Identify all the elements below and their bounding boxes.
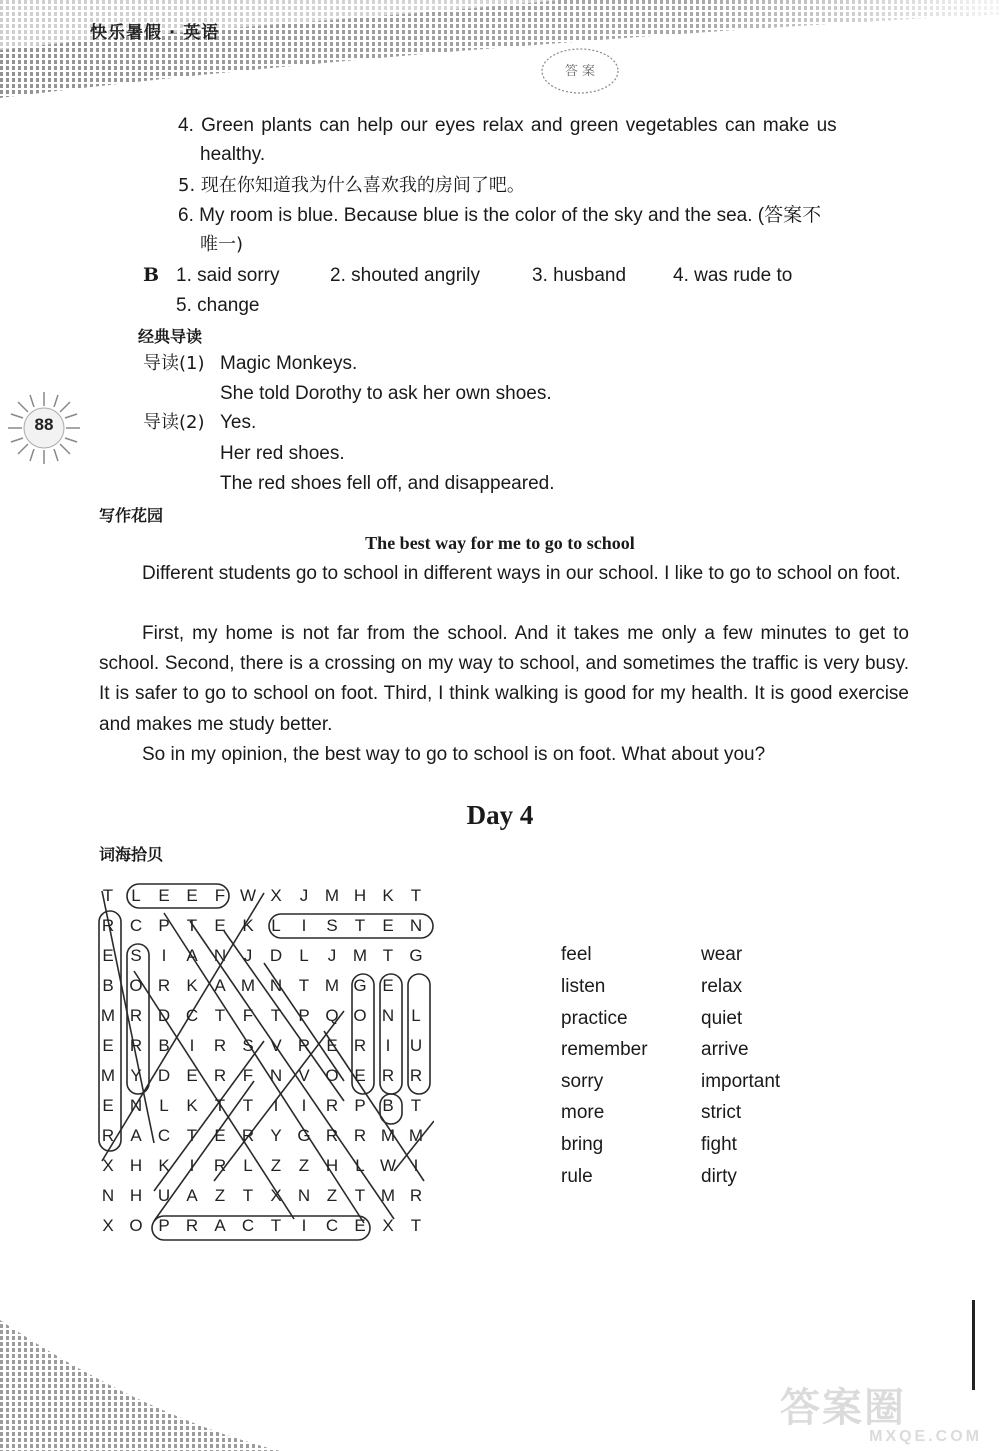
grid-cell: K bbox=[186, 1096, 198, 1115]
grid-cell: E bbox=[382, 916, 394, 935]
grid-row bbox=[94, 881, 434, 911]
grid-cell: I bbox=[385, 1036, 391, 1055]
word-list-item: listen bbox=[561, 976, 606, 997]
answer-6-line1: 6. My room is blue. Because blue is the color of the sky and the sea. (答案不 bbox=[178, 205, 822, 226]
b-item: 4. was rude to bbox=[673, 265, 793, 286]
answer-4-line1: 4. Green plants can help our eyes relax and green vegetables can make us bbox=[178, 115, 837, 136]
grid-cell: U bbox=[409, 1036, 423, 1055]
grid-cell: N bbox=[409, 916, 423, 935]
grid-cell: A bbox=[186, 1186, 198, 1205]
grid-cell: M bbox=[380, 1186, 396, 1205]
grid-cell: P bbox=[158, 1216, 170, 1235]
grid-cell: D bbox=[269, 946, 283, 965]
grid-cell: M bbox=[324, 886, 340, 905]
day-title: Day 4 bbox=[466, 800, 534, 830]
edge-bar bbox=[972, 1300, 975, 1390]
grid-cell: R bbox=[325, 1126, 339, 1145]
reading-2-line: The red shoes fell off, and disappeared. bbox=[220, 473, 555, 494]
grid-cell: T bbox=[410, 886, 422, 905]
header-band bbox=[0, 0, 1000, 100]
grid-cell: R bbox=[101, 1126, 115, 1145]
word-list-item: wear bbox=[701, 944, 743, 965]
grid-cell: C bbox=[157, 1126, 171, 1145]
grid-row bbox=[94, 971, 434, 1001]
grid-cell: S bbox=[242, 1036, 254, 1055]
grid-cell: K bbox=[158, 1156, 170, 1175]
grid-cell: P bbox=[158, 916, 170, 935]
grid-cell: R bbox=[353, 1126, 367, 1145]
grid-cell: M bbox=[380, 1126, 396, 1145]
grid-cell: Z bbox=[298, 1156, 310, 1175]
grid-cell: D bbox=[157, 1006, 171, 1025]
grid-cell: H bbox=[325, 1156, 339, 1175]
grid-cell: N bbox=[297, 1186, 311, 1205]
grid-cell: T bbox=[270, 1006, 282, 1025]
grid-cell: F bbox=[242, 1066, 254, 1085]
grid-row bbox=[94, 1151, 434, 1181]
grid-cell: A bbox=[214, 1216, 226, 1235]
grid-cell: R bbox=[381, 1066, 395, 1085]
grid-cell: A bbox=[186, 946, 198, 965]
word-list-item: dirty bbox=[701, 1166, 737, 1187]
grid-cell: R bbox=[101, 916, 115, 935]
grid-cell: Z bbox=[270, 1156, 282, 1175]
grid-cell: P bbox=[298, 1006, 310, 1025]
word-list-item: quiet bbox=[701, 1008, 743, 1029]
grid-cell: T bbox=[354, 916, 366, 935]
b-item: 1. said sorry bbox=[176, 265, 280, 286]
grid-cell: N bbox=[129, 1096, 143, 1115]
grid-cell: X bbox=[270, 1186, 282, 1205]
watermark-logo bbox=[780, 1385, 990, 1448]
grid-cell: N bbox=[269, 1066, 283, 1085]
grid-cell: E bbox=[102, 946, 114, 965]
grid-cell: I bbox=[413, 1156, 419, 1175]
grid-cell: M bbox=[408, 1126, 424, 1145]
grid-cell: N bbox=[101, 1186, 115, 1205]
grid-row bbox=[94, 1181, 434, 1211]
word-list-item: fight bbox=[701, 1134, 737, 1155]
grid-cell: T bbox=[410, 1096, 422, 1115]
grid-cell: N bbox=[381, 1006, 395, 1025]
grid-cell: E bbox=[186, 886, 198, 905]
grid-cell: O bbox=[129, 976, 143, 995]
answer-5: 5. 现在你知道我为什么喜欢我的房间了吧。 bbox=[178, 175, 525, 196]
word-list-item: remember bbox=[561, 1039, 648, 1060]
grid-cell: T bbox=[102, 886, 114, 905]
grid-cell: U bbox=[157, 1186, 171, 1205]
reading-2-line: Her red shoes. bbox=[220, 443, 345, 464]
grid-cell: E bbox=[158, 886, 170, 905]
grid-cell: W bbox=[379, 1156, 397, 1175]
word-list-item: arrive bbox=[701, 1039, 749, 1060]
word-list-item: rule bbox=[561, 1166, 593, 1187]
grid-cell: F bbox=[242, 1006, 254, 1025]
grid-cell: T bbox=[382, 946, 394, 965]
reading-1-line: She told Dorothy to ask her own shoes. bbox=[220, 383, 552, 404]
grid-cell: Y bbox=[270, 1126, 282, 1145]
word-list-item: strict bbox=[701, 1102, 742, 1123]
grid-cell: K bbox=[186, 976, 198, 995]
grid-cell: I bbox=[161, 946, 167, 965]
grid-cell: R bbox=[213, 1066, 227, 1085]
grid-cell: B bbox=[382, 1096, 394, 1115]
answer-6-line2: 唯一) bbox=[200, 234, 244, 255]
grid-cell: M bbox=[100, 1006, 116, 1025]
grid-cell: N bbox=[213, 946, 227, 965]
grid-cell: E bbox=[326, 1036, 338, 1055]
grid-cell: G bbox=[353, 976, 367, 995]
grid-cell: T bbox=[354, 1186, 366, 1205]
essay-paragraph: First, my home is not far from the school. And it takes me only a few minutes to get to school. Second, there is a crossing on my way to school, and sometimes the traffic is very busy. It is safer to go to school on foot. Third, I think walking is good for my health. It is good exercise and makes me study better. bbox=[99, 623, 909, 735]
page-number-badge bbox=[4, 388, 84, 468]
word-list-item: important bbox=[701, 1071, 781, 1092]
part-b-label: B bbox=[143, 264, 160, 286]
word-search-heading: 词海拾贝 bbox=[99, 845, 164, 864]
grid-cell: L bbox=[355, 1156, 365, 1175]
grid-cell: E bbox=[102, 1036, 114, 1055]
grid-cell: W bbox=[239, 886, 257, 905]
grid-cell: L bbox=[271, 916, 281, 935]
grid-cell: D bbox=[157, 1066, 171, 1085]
word-search-grid bbox=[94, 881, 434, 1243]
word-list-item: feel bbox=[561, 944, 592, 965]
grid-cell: E bbox=[214, 1126, 226, 1145]
header-pattern bbox=[0, 0, 1000, 100]
grid-row bbox=[94, 1061, 434, 1091]
grid-cell: X bbox=[382, 1216, 394, 1235]
word-list-item: more bbox=[561, 1102, 605, 1123]
grid-cell: M bbox=[240, 976, 256, 995]
grid-cell: R bbox=[353, 1036, 367, 1055]
page-number: 88 bbox=[34, 415, 54, 434]
grid-cell: Z bbox=[214, 1186, 226, 1205]
grid-cell: H bbox=[129, 1156, 143, 1175]
grid-cell: L bbox=[159, 1096, 169, 1115]
grid-cell: E bbox=[102, 1096, 114, 1115]
essay-paragraph: Different students go to school in different ways in our school. I like to go to school on foot. bbox=[142, 563, 901, 584]
grid-cell: L bbox=[243, 1156, 253, 1175]
header-title: 快乐暑假 · 英语 bbox=[90, 23, 220, 43]
word-list-item: sorry bbox=[561, 1071, 604, 1092]
grid-cell: R bbox=[409, 1066, 423, 1085]
grid-cell: O bbox=[129, 1216, 143, 1235]
grid-cell: R bbox=[213, 1156, 227, 1175]
grid-cell: R bbox=[129, 1036, 143, 1055]
grid-cell: I bbox=[301, 1216, 307, 1235]
grid-cell: L bbox=[131, 886, 141, 905]
grid-cell: K bbox=[382, 886, 394, 905]
grid-cell: A bbox=[214, 976, 226, 995]
grid-cell: R bbox=[157, 976, 171, 995]
reading-1-line: Magic Monkeys. bbox=[220, 353, 358, 374]
grid-cell: T bbox=[242, 1186, 254, 1205]
grid-cell: E bbox=[186, 1066, 198, 1085]
grid-cell: V bbox=[298, 1066, 310, 1085]
grid-cell: V bbox=[270, 1036, 282, 1055]
grid-cell: S bbox=[130, 946, 142, 965]
grid-cell: R bbox=[241, 1126, 255, 1145]
reading-2-label: 导读(2) bbox=[143, 412, 205, 433]
grid-cell: C bbox=[325, 1216, 339, 1235]
grid-cell: G bbox=[409, 946, 423, 965]
grid-cell: I bbox=[189, 1036, 195, 1055]
grid-cell: I bbox=[189, 1156, 195, 1175]
grid-cell: T bbox=[298, 976, 310, 995]
grid-row bbox=[94, 1211, 434, 1241]
grid-cell: R bbox=[297, 1036, 311, 1055]
grid-cell: B bbox=[158, 1036, 170, 1055]
grid-cell: H bbox=[353, 886, 367, 905]
grid-cell: C bbox=[241, 1216, 255, 1235]
grid-cell: T bbox=[242, 1096, 254, 1115]
grid-cell: B bbox=[102, 976, 114, 995]
grid-cell: M bbox=[324, 976, 340, 995]
essay-title: The best way for me to go to school bbox=[365, 533, 635, 553]
grid-cell: R bbox=[185, 1216, 199, 1235]
answer-4-line2: healthy. bbox=[200, 144, 266, 165]
grid-cell: E bbox=[382, 976, 394, 995]
grid-cell: J bbox=[327, 946, 337, 965]
grid-cell: P bbox=[354, 1096, 366, 1115]
grid-cell: X bbox=[102, 1216, 114, 1235]
watermark-sub: MXQE.COM bbox=[869, 1428, 982, 1445]
grid-cell: E bbox=[214, 916, 226, 935]
grid-row bbox=[94, 911, 434, 941]
word-list-item: bring bbox=[561, 1134, 604, 1155]
grid-cell: Y bbox=[130, 1066, 142, 1085]
grid-cell: O bbox=[325, 1066, 339, 1085]
grid-cell: M bbox=[352, 946, 368, 965]
grid-cell: I bbox=[301, 916, 307, 935]
reading-2-line: Yes. bbox=[220, 412, 257, 433]
grid-cell: R bbox=[325, 1096, 339, 1115]
stamp-text: 答 案 bbox=[564, 64, 596, 79]
grid-cell: G bbox=[297, 1126, 311, 1145]
grid-cell: J bbox=[243, 946, 253, 965]
footer-pattern bbox=[0, 1300, 300, 1451]
grid-cell: L bbox=[299, 946, 309, 965]
grid-cell: E bbox=[354, 1216, 366, 1235]
grid-row bbox=[94, 941, 434, 971]
grid-cell: A bbox=[130, 1126, 142, 1145]
grid-cell: X bbox=[102, 1156, 114, 1175]
grid-cell: M bbox=[100, 1066, 116, 1085]
grid-cell: T bbox=[186, 1126, 198, 1145]
watermark-main: 答案圈 bbox=[780, 1385, 906, 1431]
grid-cell: S bbox=[326, 916, 338, 935]
grid-cell: K bbox=[242, 916, 254, 935]
grid-cell: T bbox=[410, 1216, 422, 1235]
grid-row bbox=[94, 1031, 434, 1061]
grid-cell: I bbox=[301, 1096, 307, 1115]
grid-cell: T bbox=[214, 1096, 226, 1115]
grid-cell: E bbox=[354, 1066, 366, 1085]
grid-cell: Z bbox=[326, 1186, 338, 1205]
b-item: 5. change bbox=[176, 295, 260, 316]
answer-stamp-icon bbox=[535, 42, 625, 100]
grid-cell: Q bbox=[325, 1006, 339, 1025]
grid-cell: F bbox=[214, 886, 226, 905]
reading-1-label: 导读(1) bbox=[143, 353, 205, 374]
essay-paragraph: So in my opinion, the best way to go to school is on foot. What about you? bbox=[142, 744, 766, 765]
grid-cell: R bbox=[213, 1036, 227, 1055]
grid-cell: T bbox=[214, 1006, 226, 1025]
grid-row bbox=[94, 1121, 434, 1151]
word-list-item: practice bbox=[561, 1008, 628, 1029]
grid-cell: T bbox=[186, 916, 198, 935]
classic-reading-heading: 经典导读 bbox=[138, 327, 203, 346]
grid-cell: C bbox=[129, 916, 143, 935]
word-list-item: relax bbox=[701, 976, 743, 997]
grid-cell: T bbox=[270, 1216, 282, 1235]
b-item: 2. shouted angrily bbox=[330, 265, 480, 286]
grid-row bbox=[94, 1001, 434, 1031]
grid-cell: N bbox=[269, 976, 283, 995]
grid-row bbox=[94, 1091, 434, 1121]
grid-cell: X bbox=[270, 886, 282, 905]
b-item: 3. husband bbox=[532, 265, 627, 286]
grid-cell: H bbox=[129, 1186, 143, 1205]
grid-cell: I bbox=[273, 1096, 279, 1115]
grid-cell: R bbox=[409, 1186, 423, 1205]
grid-cell: J bbox=[299, 886, 309, 905]
grid-cell: O bbox=[353, 1006, 367, 1025]
grid-cell: R bbox=[129, 1006, 143, 1025]
grid-cell: L bbox=[411, 1006, 421, 1025]
grid-cell: C bbox=[185, 1006, 199, 1025]
writing-heading: 写作花园 bbox=[99, 506, 164, 525]
